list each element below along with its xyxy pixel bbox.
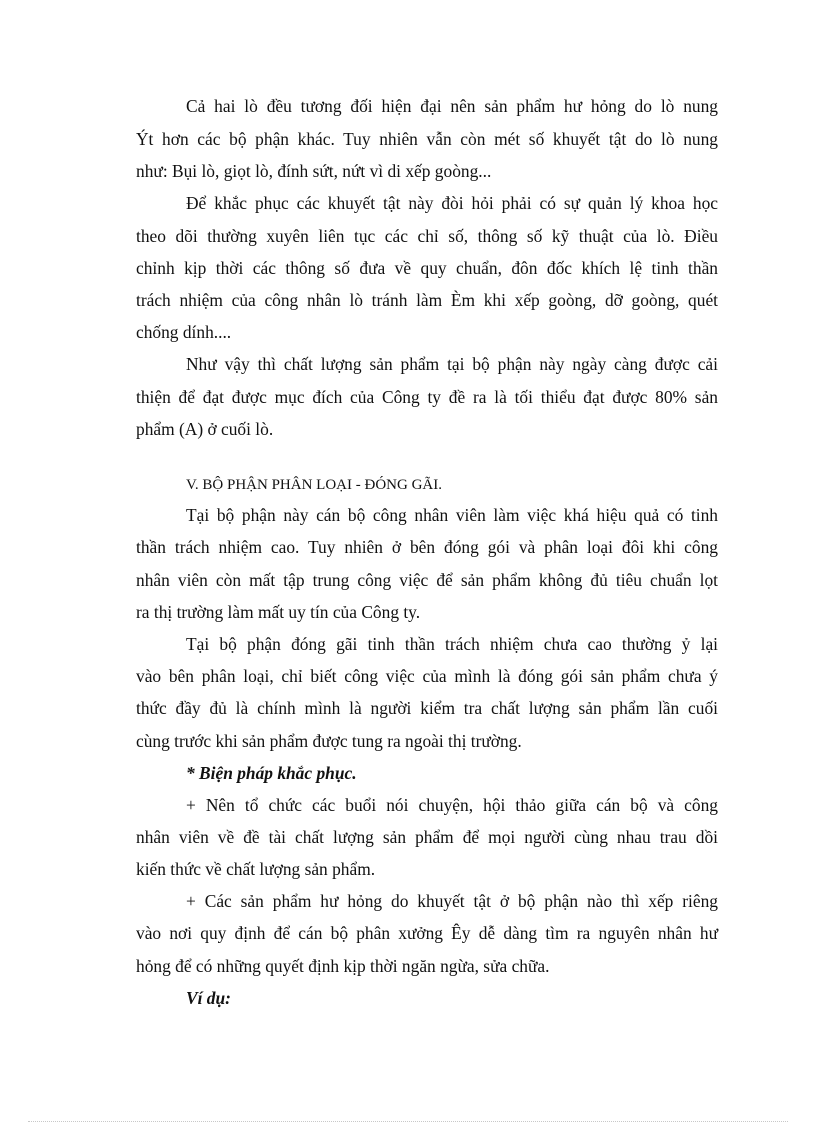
text-line: trách nhiệm của công nhân lò tránh làm Èm khi xếp goòng, dỡ goòng, quét <box>136 290 718 310</box>
text-line: kiến thức về chất lượng sản phẩm. <box>136 859 376 879</box>
text-line: Cả hai lò đều tương đối hiện đại nên sản phẩm hư hỏng do lò nung <box>186 96 718 116</box>
text-line: vào nơi quy định để cán bộ phân xưởng Êy dễ dàng tìm ra nguyên nhân hư <box>136 923 718 943</box>
page-bottom-rule <box>28 1121 788 1122</box>
text-line: nhân viên còn mất tập trung công việc để sản phẩm không đủ tiêu chuẩn lọt <box>136 570 718 590</box>
text-line: thức đầy đủ là chính mình là người kiểm tra chất lượng sản phẩm lần cuối <box>136 698 718 718</box>
text-line: Để khắc phục các khuyết tật này đòi hỏi phải có sự quản lý khoa học <box>186 193 718 213</box>
text-line: thiện để đạt được mục đích của Công ty đề ra là tối thiểu đạt được 80% sản <box>136 387 718 407</box>
text-line: như: Bụi lò, giọt lò, đính sứt, nứt vì di xếp goòng... <box>136 161 492 181</box>
text-line: ra thị trường làm mất uy tín của Công ty. <box>136 602 421 622</box>
text-line: phẩm (A) ở cuối lò. <box>136 419 274 439</box>
text-line: Ýt hơn các bộ phận khác. Tuy nhiên vẫn còn mét số khuyết tật do lò nung <box>136 129 718 149</box>
text-line: vào bên phân loại, chỉ biết công việc của mình là đóng gói sản phẩm chưa ý <box>136 666 718 686</box>
text-line: + Các sản phẩm hư hỏng do khuyết tật ở bộ phận nào thì xếp riêng <box>186 891 718 911</box>
text-line: Như vậy thì chất lượng sản phẩm tại bộ phận này ngày càng được cải <box>186 354 718 374</box>
text-line: thần trách nhiệm cao. Tuy nhiên ở bên đóng gói và phân loại đôi khi công <box>136 537 718 557</box>
text-line: + Nên tổ chức các buổi nói chuyện, hội thảo giữa cán bộ và công <box>186 795 718 815</box>
text-line: nhân viên về đề tài chất lượng sản phẩm để mọi người cùng nhau trau dồi <box>136 827 718 847</box>
measures-heading: * Biện pháp khắc phục. <box>186 763 357 783</box>
text-line: chống dính.... <box>136 322 232 342</box>
text-line: cùng trước khi sản phẩm được tung ra ngoài thị trường. <box>136 731 522 751</box>
text-line: Tại bộ phận đóng gãi tinh thần trách nhiệm chưa cao thường ỷ lại <box>186 634 718 654</box>
text-line: Tại bộ phận này cán bộ công nhân viên làm việc khá hiệu quả có tinh <box>186 505 718 525</box>
text-line: hỏng để có những quyết định kịp thời ngăn ngừa, sửa chữa. <box>136 956 550 976</box>
text-line: chỉnh kịp thời các thông số đưa về quy chuẩn, đôn đốc khích lệ tinh thần <box>136 258 718 278</box>
example-heading: Ví dụ: <box>186 988 231 1008</box>
text-line: theo dõi thường xuyên liên tục các chỉ số, thông số kỹ thuật của lò. Điều <box>136 226 718 246</box>
section-heading: V. BỘ PHẬN PHÂN LOẠI - ĐÓNG GÃI. <box>186 477 442 493</box>
